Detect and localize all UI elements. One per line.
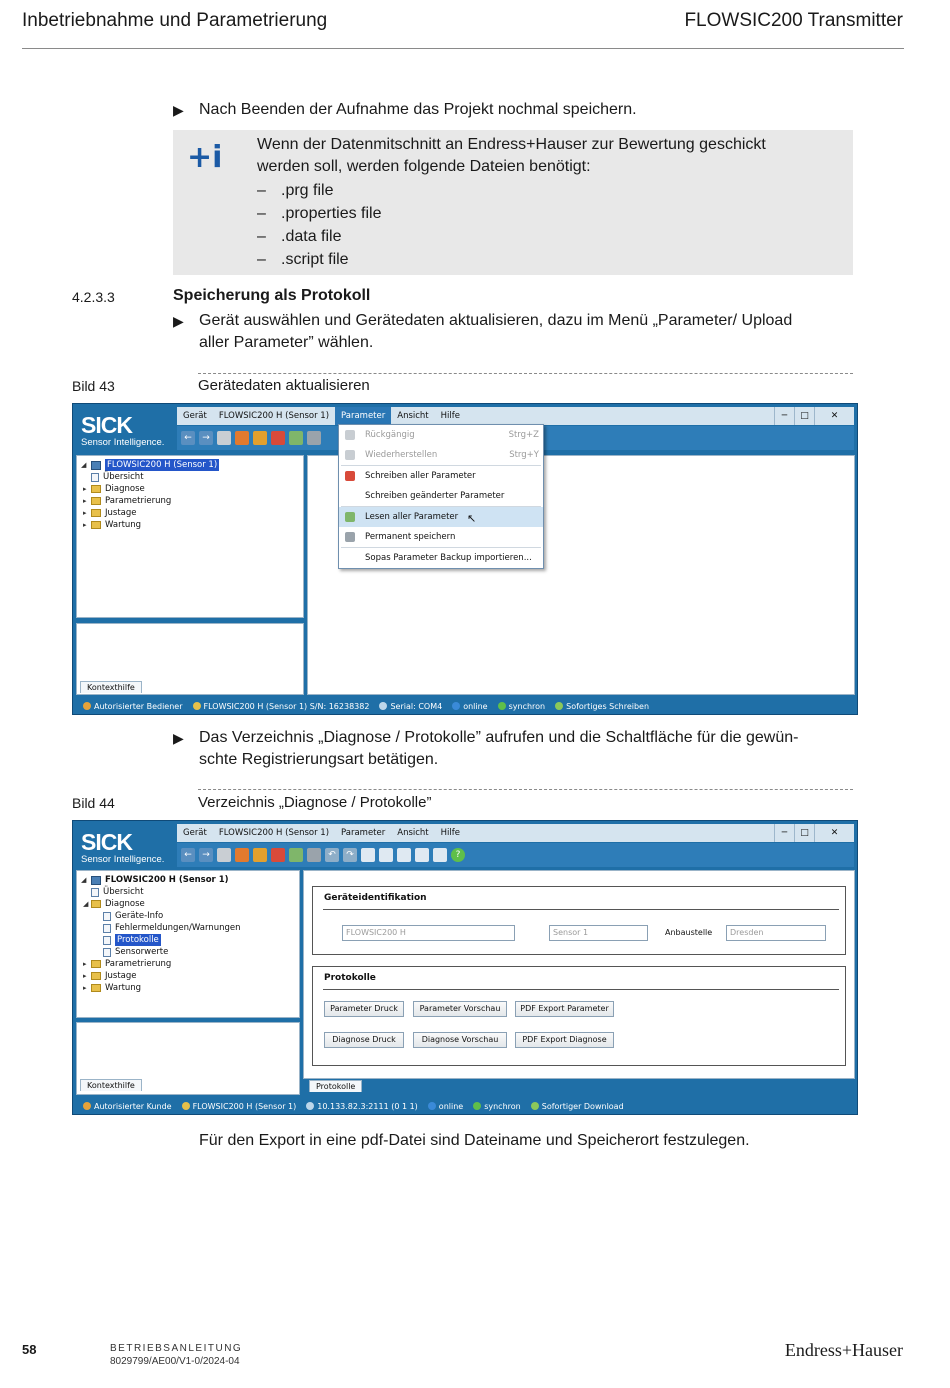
list-item: – .properties file [257, 205, 382, 222]
layout-single-icon[interactable] [361, 848, 375, 862]
location-field[interactable]: Dresden [726, 925, 826, 941]
step-arrow-icon: ▶ [173, 102, 184, 118]
figure-divider [198, 373, 853, 374]
undo-icon[interactable]: ↶ [325, 848, 339, 862]
group-protocols [312, 966, 846, 1066]
tree-item-overview[interactable]: Übersicht [81, 886, 299, 898]
menu-item-import-backup[interactable]: Sopas Parameter Backup importieren... [365, 553, 532, 563]
write-icon[interactable] [271, 848, 285, 862]
document-icon [91, 888, 99, 897]
step-select-device: ▶ Gerät auswählen und Gerätedaten aktualisieren, dazu im Menü „Parameter/ Upload aller Parameter” wählen. [173, 312, 793, 351]
parameter-print-button[interactable]: Parameter Druck [324, 1001, 404, 1017]
figure-label: Bild 43 [72, 378, 115, 394]
layout-split-horizontal-icon[interactable] [379, 848, 393, 862]
group-device-identification [312, 886, 846, 955]
document-icon [103, 924, 111, 933]
status-bar [73, 1098, 857, 1114]
device-icon [91, 876, 101, 885]
main-content-panel [303, 870, 855, 1079]
help-icon[interactable]: ? [451, 848, 465, 862]
figure-caption: Gerätedaten aktualisieren [198, 377, 370, 394]
location-label: Anbaustelle [665, 928, 713, 937]
download-icon[interactable] [253, 431, 267, 445]
menu-item-redo[interactable]: Wiederherstellen Strg+Y [339, 445, 543, 465]
tree-item-parametrierung[interactable]: ▸ Parametrierung [83, 496, 172, 506]
back-icon[interactable]: ← [181, 848, 195, 862]
sensor-field[interactable]: Sensor 1 [549, 925, 648, 941]
maximize-button[interactable]: □ [794, 824, 814, 842]
folder-icon [91, 497, 101, 505]
print-icon[interactable] [217, 848, 231, 862]
device-name-field[interactable]: FLOWSIC200 H [342, 925, 515, 941]
undo-icon [345, 430, 355, 440]
status-sync: synchron [473, 1102, 521, 1111]
menu-geraet[interactable]: Gerät [183, 828, 207, 838]
screenshot-protocols [72, 820, 858, 1115]
tree-item-justage[interactable]: ▸ Justage [83, 508, 137, 518]
minimize-button[interactable]: ─ [774, 407, 794, 425]
menu-item-undo[interactable]: Rückgängig Strg+Z [339, 425, 543, 445]
forward-icon[interactable]: → [199, 848, 213, 862]
forward-icon[interactable]: → [199, 431, 213, 445]
tree-item-errors-warnings[interactable]: Fehlermeldungen/Warnungen [81, 922, 299, 934]
step-open-directory: ▶ Das Verzeichnis „Diagnose / Protokolle” aufrufen und die Schaltfläche für die gewün- schte Registrierungsart betätigen. [173, 729, 799, 768]
menu-bar [177, 407, 854, 425]
tab-kontexthilfe[interactable]: Kontexthilfe [80, 1079, 142, 1091]
toolbar [177, 843, 854, 867]
menu-hilfe[interactable]: Hilfe [440, 411, 460, 421]
diagnose-print-button[interactable]: Diagnose Druck [324, 1032, 404, 1048]
sick-logo: SICK Sensor Intelligence. [81, 412, 165, 448]
mouse-cursor-icon: ↖ [467, 512, 477, 525]
menu-device[interactable]: FLOWSIC200 H (Sensor 1) [218, 828, 330, 838]
menu-ansicht[interactable]: Ansicht [397, 411, 429, 421]
tab-protokolle[interactable]: Protokolle [309, 1080, 362, 1092]
document-icon [103, 912, 111, 921]
status-sync: synchron [498, 702, 546, 711]
status-connection: 10.133.82.3:2111 (0 1 1) [306, 1102, 418, 1111]
tree-item-parametrierung[interactable]: ▸ Parametrierung [83, 959, 172, 969]
document-icon [103, 936, 111, 945]
menu-item-read-all[interactable]: Lesen aller Parameter ↖ [339, 507, 543, 527]
menu-ansicht[interactable]: Ansicht [397, 828, 429, 838]
close-button[interactable]: ✕ [814, 824, 854, 842]
upload-icon[interactable] [235, 848, 249, 862]
group-title: Protokolle [324, 973, 376, 983]
info-box [173, 130, 853, 275]
print-icon[interactable] [217, 431, 231, 445]
list-item: – .data file [257, 228, 342, 245]
menu-hilfe[interactable]: Hilfe [440, 828, 460, 838]
back-icon[interactable]: ← [181, 431, 195, 445]
tree-item-diagnose[interactable]: ◢ Diagnose [83, 899, 145, 909]
menu-bar [177, 824, 854, 842]
document-icon [91, 473, 99, 482]
status-bar [73, 698, 857, 714]
step-save-project: ▶ Nach Beenden der Aufnahme das Projekt nochmal speichern. [173, 99, 873, 121]
folder-icon [91, 960, 101, 968]
export-note: Für den Export in eine pdf-Datei sind Dateiname und Speicherort festzulegen. [199, 1132, 750, 1149]
folder-icon [91, 485, 101, 493]
redo-icon [345, 450, 355, 460]
tree-item-protocols[interactable]: Protokolle [81, 934, 299, 946]
status-user: Autorisierter Bediener [83, 702, 183, 711]
status-connection: Serial: COM4 [379, 702, 442, 711]
folder-icon [91, 984, 101, 992]
tree-item-device-info[interactable]: Geräte-Info [81, 910, 299, 922]
tree-item-overview[interactable]: Übersicht [81, 471, 303, 483]
read-icon [345, 512, 355, 522]
parameter-preview-button[interactable]: Parameter Vorschau [413, 1001, 507, 1017]
header-divider [22, 48, 904, 49]
status-online: online [452, 702, 487, 711]
status-download-mode: Sofortiger Download [531, 1102, 624, 1111]
menu-item-save-permanent[interactable]: Permanent speichern [339, 527, 543, 547]
menu-device[interactable]: FLOWSIC200 H (Sensor 1) [218, 411, 330, 421]
menu-item-write-all[interactable]: Schreiben aller Parameter [339, 466, 543, 486]
pdf-export-diagnose-button[interactable]: PDF Export Diagnose [515, 1032, 614, 1048]
folder-icon [91, 509, 101, 517]
tab-kontexthilfe[interactable]: Kontexthilfe [80, 681, 142, 693]
list-item: – .script file [257, 251, 349, 268]
write-icon[interactable] [271, 431, 285, 445]
document-id: 8029799/AE00/V1-0/2024-04 [110, 1356, 240, 1367]
menu-item-write-changed[interactable]: Schreiben geänderter Parameter [365, 491, 505, 501]
header-product-title: FLOWSIC200 Transmitter [684, 10, 903, 31]
list-item: – .prg file [257, 182, 334, 199]
menu-parameter[interactable]: Parameter [341, 828, 386, 838]
layout-split-vertical-icon[interactable] [397, 848, 411, 862]
section-number: 4.2.3.3 [72, 289, 115, 305]
brand-logo: Endress+Hauser [784, 1340, 903, 1360]
read-icon[interactable] [289, 431, 303, 445]
sick-logo: SICK Sensor Intelligence. [81, 829, 165, 865]
page-number: 58 [22, 1342, 37, 1357]
menu-geraet[interactable]: Gerät [183, 411, 207, 421]
tree-item-justage[interactable]: ▸ Justage [83, 971, 137, 981]
write-icon [345, 471, 355, 481]
group-title: Geräteidentifikation [324, 893, 427, 903]
info-text-line2: werden soll, werden folgende Dateien benötigt: [257, 158, 591, 175]
section-title: Speicherung als Protokoll [173, 287, 371, 304]
folder-icon [91, 521, 101, 529]
screenshot-parameter-menu [72, 403, 858, 715]
header-chapter-title: Inbetriebnahme und Parametrierung [22, 10, 328, 31]
step-arrow-icon: ▶ [173, 313, 184, 329]
tree-item-device[interactable]: ◢ FLOWSIC200 H (Sensor 1) [81, 460, 218, 470]
tree-item-wartung[interactable]: ▸ Wartung [83, 520, 142, 530]
minimize-button[interactable]: ─ [774, 824, 794, 842]
eraser-icon[interactable] [307, 431, 321, 445]
tree-item-device[interactable]: ◢ FLOWSIC200 H (Sensor 1) [81, 875, 229, 885]
tree-item-sensor-values[interactable]: Sensorwerte [81, 946, 299, 958]
document-icon [103, 948, 111, 957]
folder-icon [91, 972, 101, 980]
pdf-export-parameter-button[interactable]: PDF Export Parameter [515, 1001, 614, 1017]
close-button[interactable]: ✕ [814, 407, 854, 425]
upload-icon[interactable] [235, 431, 249, 445]
info-text-line1: Wenn der Datenmitschnitt an Endress+Hauser zur Bewertung geschickt [257, 136, 766, 153]
figure-label: Bild 44 [72, 795, 115, 811]
info-plus-icon: +i [187, 140, 223, 175]
status-device: FLOWSIC200 H (Sensor 1) [182, 1102, 297, 1111]
tree-item-wartung[interactable]: ▸ Wartung [83, 983, 142, 993]
menu-parameter[interactable]: Parameter [335, 407, 391, 425]
status-device: FLOWSIC200 H (Sensor 1) S/N: 16238382 [193, 702, 370, 711]
parameter-dropdown-menu [338, 424, 544, 569]
figure-caption: Verzeichnis „Diagnose / Protokolle” [198, 794, 432, 811]
download-icon[interactable] [253, 848, 267, 862]
redo-icon[interactable]: ↷ [343, 848, 357, 862]
status-write-mode: Sofortiges Schreiben [555, 702, 649, 711]
tree-item-diagnose[interactable]: ▸ Diagnose [83, 484, 145, 494]
diagnose-preview-button[interactable]: Diagnose Vorschau [413, 1032, 507, 1048]
status-online: online [428, 1102, 463, 1111]
status-user: Autorisierter Kunde [83, 1102, 172, 1111]
read-icon[interactable] [289, 848, 303, 862]
step-arrow-icon: ▶ [173, 730, 184, 746]
layout-quad-icon[interactable] [415, 848, 429, 862]
navigation-tree [76, 870, 300, 1018]
figure-divider [198, 789, 853, 790]
layout-columns-icon[interactable] [433, 848, 447, 862]
device-icon [91, 461, 101, 470]
document-type: BETRIEBSANLEITUNG [110, 1343, 243, 1354]
folder-icon [91, 900, 101, 908]
eraser-icon [345, 532, 355, 542]
maximize-button[interactable]: □ [794, 407, 814, 425]
eraser-icon[interactable] [307, 848, 321, 862]
navigation-tree [76, 455, 304, 618]
